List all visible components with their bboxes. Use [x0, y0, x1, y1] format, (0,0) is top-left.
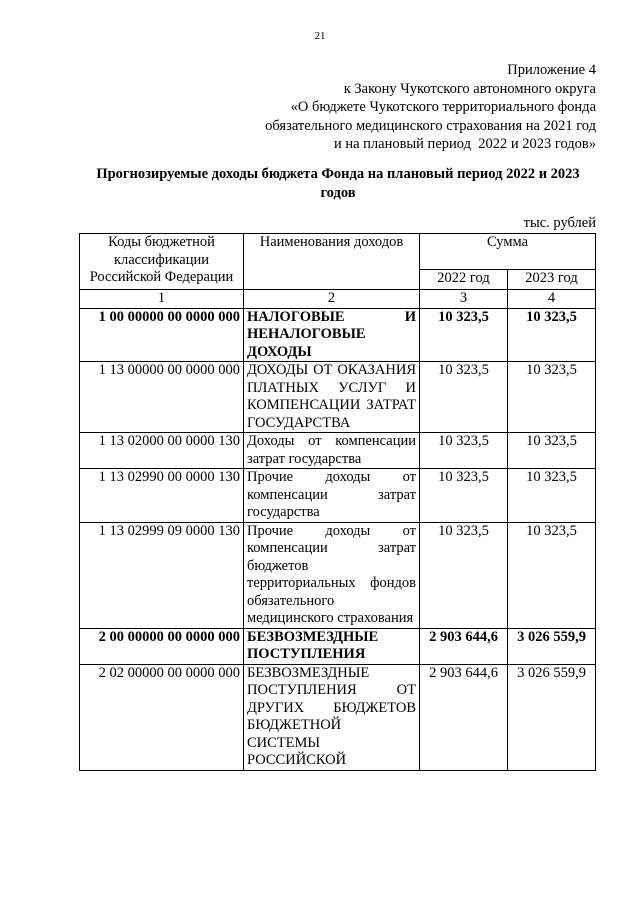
- document-title: [70, 165, 606, 202]
- row-amount-2022: 10 323,5: [420, 308, 508, 362]
- row-amount-2022: 10 323,5: [420, 522, 508, 628]
- row-code: 1 13 02000 00 0000 130: [80, 433, 244, 469]
- table-row: [80, 362, 596, 433]
- document-title-line1: Прогнозируемые доходы бюджета Фонда на плановый период 2022 и 2023: [96, 166, 580, 182]
- page-number: 21: [314, 30, 326, 42]
- table-header-row: [80, 234, 596, 270]
- row-amount-2022: 10 323,5: [420, 362, 508, 433]
- appendix-line: обязательного медицинского страхования на 2021 год: [265, 117, 596, 134]
- row-amount-2023: 3 026 559,9: [508, 664, 596, 770]
- row-code: 1 13 02990 00 0000 130: [80, 469, 244, 523]
- row-code: 1 13 00000 00 0000 000: [80, 362, 244, 433]
- row-amount-2023: 10 323,5: [508, 362, 596, 433]
- header-year-2023: 2023 год: [508, 270, 596, 290]
- row-name: НАЛОГОВЫЕ И НЕНАЛОГОВЫЕ ДОХОДЫ: [244, 308, 420, 362]
- appendix-line: Приложение 4: [507, 62, 596, 78]
- units-label: тыс. рублей: [523, 215, 596, 231]
- row-code: 2 02 00000 00 0000 000: [80, 664, 244, 770]
- column-number: 2: [244, 290, 420, 309]
- row-amount-2023: 10 323,5: [508, 522, 596, 628]
- row-amount-2022: 10 323,5: [420, 469, 508, 523]
- row-code: 1 00 00000 00 0000 000: [80, 308, 244, 362]
- header-name: Наименования доходов: [244, 234, 420, 290]
- header-code: Коды бюджетной классификации Российской Федерации: [80, 234, 244, 290]
- appendix-line: «О бюджете Чукотского территориального фонда: [290, 99, 596, 115]
- row-amount-2023: 10 323,5: [508, 433, 596, 469]
- row-name: Прочие доходы от компенсации затрат государства: [244, 469, 420, 523]
- row-name: БЕЗВОЗМЕЗДНЫЕ ПОСТУПЛЕНИЯ ОТ ДРУГИХ БЮДЖЕТОВ БЮДЖЕТНОЙ СИСТЕМЫ РОССИЙСКОЙ: [244, 664, 420, 770]
- table-row: [80, 308, 596, 362]
- appendix-reference: [265, 61, 596, 154]
- row-amount-2023: 3 026 559,9: [508, 628, 596, 664]
- appendix-line: и на плановый период 2022 и 2023 годов»: [333, 136, 596, 152]
- column-number: 3: [420, 290, 508, 309]
- row-code: 2 00 00000 00 0000 000: [80, 628, 244, 664]
- table-row: [80, 433, 596, 469]
- row-name: ДОХОДЫ ОТ ОКАЗАНИЯ ПЛАТНЫХ УСЛУГ И КОМПЕНСАЦИИ ЗАТРАТ ГОСУДАРСТВА: [244, 362, 420, 433]
- row-name: Доходы от компенсации затрат государства: [244, 433, 420, 469]
- document-title-line2: годов: [320, 184, 356, 201]
- header-year-2022: 2022 год: [420, 270, 508, 290]
- table-row: [80, 628, 596, 664]
- row-amount-2023: 10 323,5: [508, 308, 596, 362]
- column-number: 1: [80, 290, 244, 309]
- row-amount-2022: 2 903 644,6: [420, 628, 508, 664]
- column-numbers-row: [80, 290, 596, 309]
- row-amount-2022: 10 323,5: [420, 433, 508, 469]
- row-name: Прочие доходы от компенсации затрат бюджетов территориальных фондов обязательного медицинского страхования: [244, 522, 420, 628]
- table-row: [80, 522, 596, 628]
- row-code: 1 13 02999 09 0000 130: [80, 522, 244, 628]
- row-name: БЕЗВОЗМЕЗДНЫЕ ПОСТУПЛЕНИЯ: [244, 628, 420, 664]
- header-sum: Сумма: [420, 234, 596, 270]
- row-amount-2023: 10 323,5: [508, 469, 596, 523]
- table-row: [80, 664, 596, 770]
- row-amount-2022: 2 903 644,6: [420, 664, 508, 770]
- table-row: [80, 469, 596, 523]
- appendix-line: к Закону Чукотского автономного округа: [343, 80, 596, 97]
- column-number: 4: [508, 290, 596, 309]
- income-table: [79, 233, 596, 771]
